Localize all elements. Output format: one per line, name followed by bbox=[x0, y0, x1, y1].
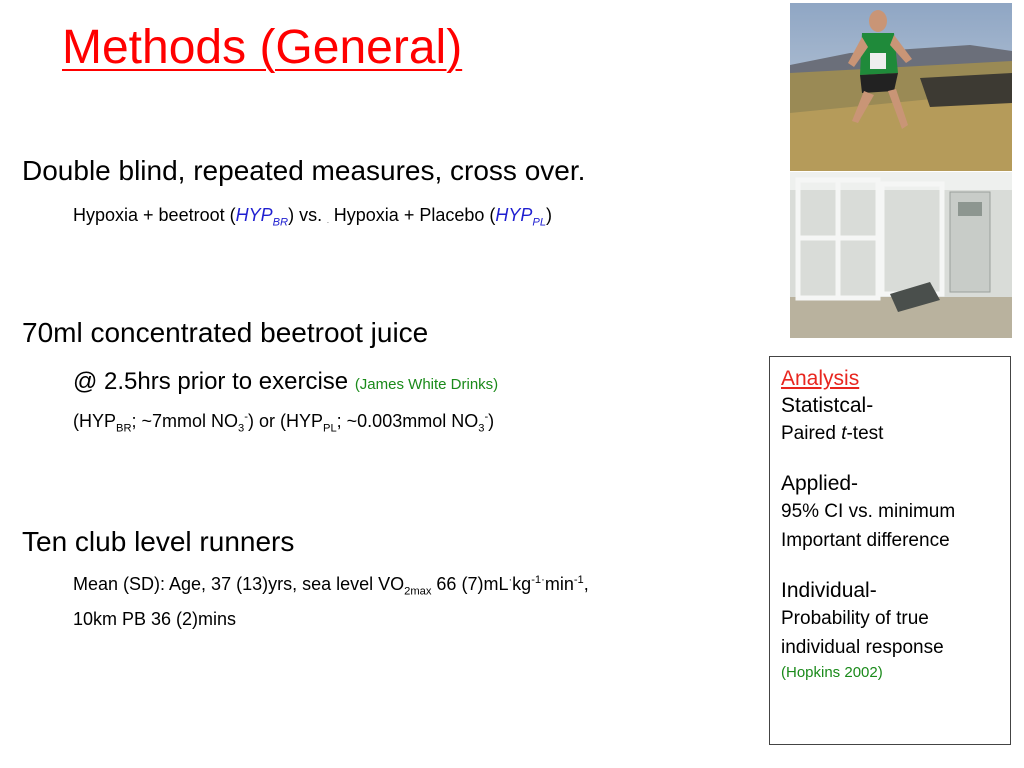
statistical-label: Statistcal- bbox=[781, 394, 874, 417]
applied-line-2: Important difference bbox=[781, 530, 950, 551]
participants-heading: Ten club level runners bbox=[22, 526, 295, 557]
design-heading: Double blind, repeated measures, cross over. bbox=[22, 155, 586, 186]
individual-line-1: Probability of true bbox=[781, 608, 929, 629]
supplement-heading: 70ml concentrated beetroot juice bbox=[22, 317, 429, 348]
hopkins-reference: (Hopkins 2002) bbox=[781, 664, 883, 681]
individual-line-2: individual response bbox=[781, 637, 944, 658]
runner-photo bbox=[790, 3, 1012, 171]
hypoxic-chamber-photo bbox=[790, 172, 1012, 338]
applied-label: Applied- bbox=[781, 472, 859, 495]
analysis-title: Analysis bbox=[781, 367, 860, 390]
participants-pb: 10km PB 36 (2)mins bbox=[73, 609, 237, 629]
design-arms: Hypoxia + beetroot $(HYP_{BR})$ vs. . Hypoxia + Placebo $(HYP_{PL})$ bbox=[73, 205, 553, 229]
slide-title: Methods (General) bbox=[62, 21, 463, 74]
hyp-br-abbr: $HYP_{BR}$ bbox=[235, 205, 289, 229]
analysis-box bbox=[769, 356, 1011, 745]
supplier-citation: (James White Drinks) bbox=[354, 376, 499, 393]
supplement-dose: ($HYP_{BR}$; ~7mmol $NO_3^-$) or ($HYP_{PL}$; ~0.003mmol $NO_3^-$) bbox=[73, 411, 495, 435]
individual-label: Individual- bbox=[781, 579, 877, 602]
statistical-method: Paired t-test bbox=[781, 423, 884, 444]
applied-line-1: 95% CI vs. minimum bbox=[781, 501, 956, 522]
participants-stats: Mean (SD): Age, 37 (13)yrs, sea level $VO_{2max}$ 66 $(7)mL^\cdot kg^{-1\cdot}\min^{-1}$, bbox=[73, 574, 589, 598]
hyp-pl-abbr: $HYP_{PL}$ bbox=[495, 205, 547, 229]
supplement-timing: @ 2.5hrs prior to exercise (James White Drinks) bbox=[73, 368, 499, 395]
